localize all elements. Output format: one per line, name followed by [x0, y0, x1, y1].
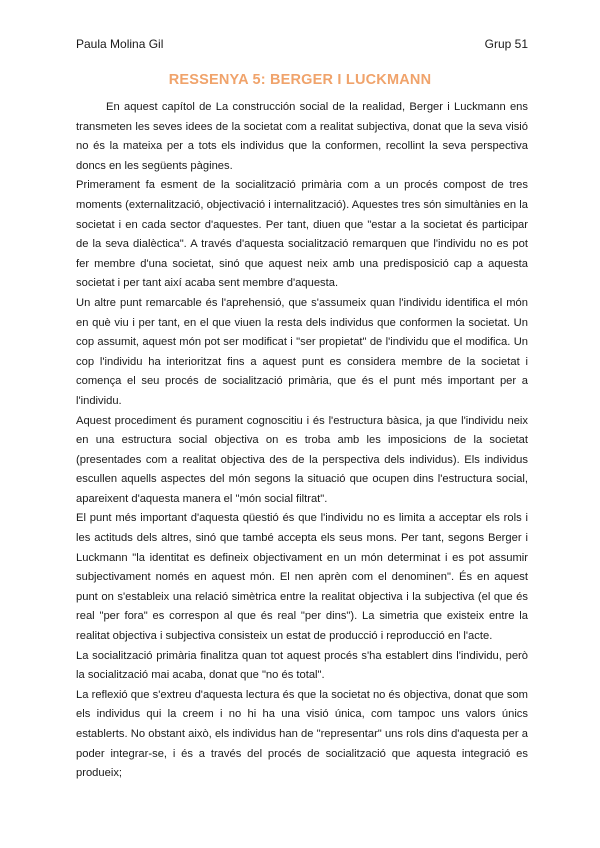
document-body: [76, 98, 528, 784]
paragraph: Primerament fa esment de la socialització primària com a un procés compost de tres moments (externalització, objectivació i internalització). Aquestes tres són simultànies en la societat i en cada sector d'aquestes. Per tant, diuen que "estar a la societat és participar de la seva dialèctica". A través d'aquesta socialització remarquen que l'individu no es pot fer membre d'una societat, sinó que aquest neix amb una predisposició cap a aquesta societat i per tant així acaba sent membre d'aquesta.: [76, 179, 528, 290]
paragraph: En aquest capítol de La construcción social de la realidad, Berger i Luckmann ens transmeten les seves idees de la societat com a realitat subjectiva, donat que la seva visió no és la mateixa per a tots els individus que la conformen, recollint la seva perspectiva doncs en les següents pàgines.: [76, 101, 528, 172]
group-label: Grup 51: [484, 37, 528, 51]
page-header: [76, 37, 528, 51]
paragraph: Un altre punt remarcable és l'aprehensió, que s'assumeix quan l'individu identifica el món en què viu i per tant, en el que viuen la resta dels individus que conformen la societat. Un cop assumit, aquest món pot ser modificat i "ser propietat" de l'individu que el modifica. Un cop l'individu ha interioritzat fins a aquest punt es considera membre de la societat i comença el seu procés de socialització primària, que és el punt més important per a l'individu.: [76, 296, 528, 407]
paragraph: El punt més important d'aquesta qüestió és que l'individu no es limita a acceptar els rols i les actituds dels altres, sinó que també accepta els seus mons. Per tant, segons Berger i Luckmann "la identitat es defineix objectivament en un món determinat i es pot assumir subjectivament només en aquest món. El nen aprèn com el denominen". És en aquest punt on s'estableix una relació simètrica entre la realitat objectiva i la subjectiva (el que és real "per fora" es correspon al que és real "per dins"). La simetria que existeix entre la realitat objectiva i subjectiva consisteix un estat de producció i reproducció en l'acte.: [76, 512, 528, 643]
paragraph: La reflexió que s'extreu d'aquesta lectura és que la societat no és objectiva, donat que som els individus qui la creem i no hi ha una visió única, com tampoc uns valors únics establerts. No obstant això, els individus han de "representar" uns rols dins d'aquesta per a poder integrar-se, i és a través del procés de socialització que aquesta integració es produeix;: [76, 688, 528, 780]
paragraph: Aquest procediment és purament cognoscitiu i és l'estructura bàsica, ja que l'individu neix en una estructura social objectiva on es troba amb les imposicions de la societat (presentades com a realitat objectiva des de la perspectiva dels individus). Els individus escullen aquells aspectes del món segons la situació que ocupen dins l'estructura social, apareixent d'aquesta manera el "món social filtrat".: [76, 414, 528, 505]
document-title: RESSENYA 5: BERGER I LUCKMANN: [168, 72, 432, 88]
paragraph: La socialització primària finalitza quan tot aquest procés s'ha establert dins l'individu, però la socialització mai acaba, donat que "no és total".: [76, 649, 528, 682]
author-name: Paula Molina Gil: [76, 37, 164, 51]
